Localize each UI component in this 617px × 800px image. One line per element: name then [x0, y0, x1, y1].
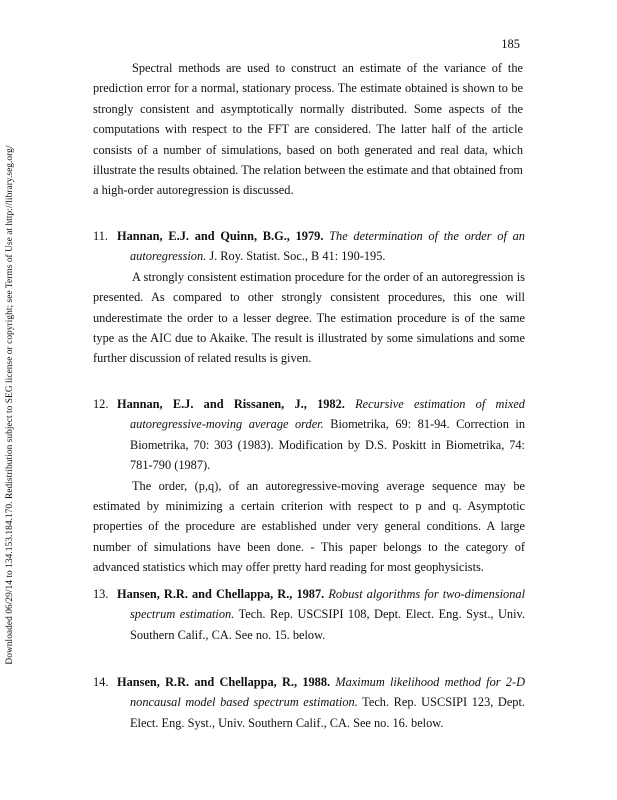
reference-number: 12. — [93, 397, 109, 411]
reference-number: 13. — [93, 587, 109, 601]
reference-entry-12 — [93, 394, 525, 578]
reference-title: Recursive estimation of mixed autoregressive-moving average order. — [130, 397, 525, 432]
reference-authors: Hansen, R.R. and Chellappa, R., 1987. — [117, 587, 325, 601]
reference-entry-11 — [93, 226, 525, 369]
page-number: 185 — [501, 37, 520, 51]
download-notice — [3, 125, 17, 685]
reference-entry-14 — [93, 672, 525, 733]
reference-source: Biometrika, 69: 81-94. Correction in Biometrika, 70: 303 (1983). Modification by D.S. Poskitt in Biometrika, 74: 781-790 (1987). — [130, 417, 525, 473]
reference-description: A strongly consistent estimation procedure for the order of an autoregression is presented. As compared to other strongly consistent procedures, this one will underestimate the order to a lesser degree. The estimation procedure is of the same type as the AIC due to Akaike. The result is illustrated by some simulations and some further discussion of related results is given. — [93, 269, 525, 366]
reference-authors: Hannan, E.J. and Rissanen, J., 1982. — [117, 397, 345, 411]
intro-paragraph: Spectral methods are used to construct an estimate of the variance of the prediction error for a normal, stationary process. The estimate obtained is shown to be strongly consistent and asymptotically normally distributed. Some aspects of the computations with respect to the FFT are considered. The latter half of the article consists of a number of simulations, based on both generated and real data, which illustrate the results obtained. The relation between the estimate and that obtained from a high-order autoregression is discussed. — [93, 61, 523, 198]
reference-source: Tech. Rep. USCSIPI 123, Dept. Elect. Eng. Syst., Univ. Southern Calif., CA. See no. 16. below. — [130, 695, 525, 730]
reference-citation — [93, 226, 525, 267]
reference-title: Maximum likelihood method for 2-D noncausal model based spectrum estimation. — [130, 675, 526, 710]
reference-entry-13 — [93, 584, 525, 645]
reference-authors: Hannan, E.J. and Quinn, B.G., 1979. — [117, 229, 324, 243]
reference-citation — [93, 672, 525, 733]
reference-description: The order, (p,q), of an autoregressive-moving average sequence may be estimated by minimizing a certain criterion with respect to p and q. Asymptotic properties of the procedure are established under very general conditions. A large number of simulations have been done. - This paper belongs to the category of advanced statistics which may offer pretty hard reading for most geophysicists. — [93, 478, 525, 575]
reference-number: 14. — [93, 675, 109, 689]
reference-number: 11. — [93, 229, 108, 243]
reference-authors: Hansen, R.R. and Chellappa, R., 1988. — [117, 675, 331, 689]
reference-citation — [93, 394, 525, 476]
reference-source: J. Roy. Statist. Soc., B 41: 190-195. — [209, 249, 386, 264]
reference-source: Tech. Rep. USCSIPI 108, Dept. Elect. Eng. Syst., Univ. Southern Calif., CA. See no. 15. below. — [130, 607, 525, 642]
reference-title: Robust algorithms for two-dimensional spectrum estimation. — [130, 587, 526, 622]
reference-title: The determination of the order of an autoregression. — [130, 229, 525, 264]
reference-citation — [93, 584, 525, 645]
download-notice-text: Downloaded 06/29/14 to 134.153.184.170. Redistribution subject to SEG license or copyright; see Terms of Use at http://library.seg.org/ — [5, 145, 15, 665]
